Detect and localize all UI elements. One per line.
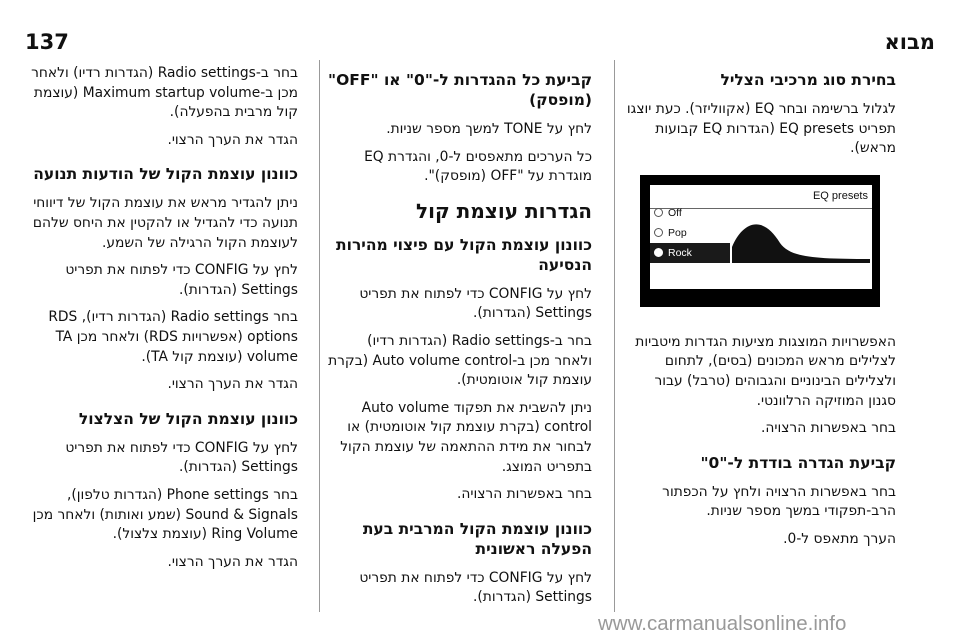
heading-zero: קביעת הגדרה בודדת ל-"0" [700,453,896,472]
column-left [30,64,298,580]
paragraph: לגלול ברשימה ובחר EQ (אקווליזר). כעת יוצגו תפריט EQ presets (הגדרות EQ קבועות מראש). [626,101,896,157]
radio-icon [654,228,663,237]
paragraph: ניתן להשבית את תפקוד Auto volume control (בקרת עוצמת קול אוטומטית) או לבחור את מידת ההתאמה של עוצמת הקול בתפריט המוצג. [340,399,592,475]
page-header [25,28,935,56]
eq-presets-screen [640,175,880,307]
preset-option-pop[interactable] [650,223,730,243]
paragraph: בחר Radio settings (הגדרות רדיו), RDS options (אפשרויות RDS) ולאחר מכן TA volume (עוצמת קול TA). [48,309,298,365]
column-divider [319,60,320,612]
paragraph: כל הערכים מתאפסים ל-0, והגדרת EQ מוגדרת על "OFF (מופסק)". [364,148,592,185]
paragraph: לחץ על TONE למשך מספר שניות. [386,121,592,137]
paragraph: לחץ על CONFIG כדי לפתוח את תפריט Settings (הגדרות). [359,285,592,322]
paragraph: לחץ על CONFIG כדי לפתוח את תפריט Settings (הגדרות). [65,262,298,298]
preset-option-rock[interactable] [650,243,730,263]
heading-auto-volume: כוונון עוצמת הקול עם פיצוי מהירות הנסיעה [336,235,592,274]
paragraph: הגדר את הערך הרצוי. [167,376,298,393]
screen-display [650,185,872,289]
page-title: מבוא [884,30,935,54]
paragraph: בחר Phone settings (הגדרות טלפון), Sound & Signals (שמע ואותות) ולאחר מכן Ring Volume (עוצמת צלצול). [32,486,298,543]
paragraph: הגדר את הערך הרצוי. [167,131,298,148]
screen-title: EQ presets [650,185,872,210]
heading-off: קביעת כל ההגדרות ל-"0" או "OFF" (מופסק) [328,71,592,109]
paragraph: בחר באפשרות הרצויה. [457,486,592,503]
paragraph: לחץ על CONFIG כדי לפתוח את תפריט Settings (הגדרות). [359,569,592,606]
heading-ring: כוונון עוצמת הקול של הצלצול [78,409,298,428]
eq-curve-graphic [732,203,870,263]
heading-volume: הגדרות עוצמת קול [416,198,592,223]
heading-max-startup: כוונון עוצמת הקול המרבית בעת הפעלה ראשונית [362,519,592,558]
preset-label: Off [668,206,682,219]
paragraph: בחר באפשרות הרצויה ולחץ על הכפתור הרב-תפקודי במשך מספר שניות. [662,483,896,520]
watermark: www.carmanualsonline.info [598,612,847,635]
radio-icon [654,208,663,217]
paragraph: בחר ב-Radio settings (הגדרות רדיו) ולאחר מכן ב-Auto volume control (בקרת עוצמת קול אוטומטית). [328,332,592,389]
paragraph: בחר ב-Radio settings (הגדרות רדיו) ולאחר מכן ב-Maximum startup volume (עוצמת קול מרבית בהפעלה). [31,65,298,121]
preset-option-off[interactable] [650,203,730,223]
preset-label: Rock [668,246,692,259]
page-number: 137 [25,30,69,54]
paragraph: בחר באפשרות הרצויה. [761,420,896,437]
paragraph: הערך מתאפס ל-0. [783,530,896,547]
paragraph: ניתן להגדיר מראש את עוצמת הקול של דיווחי תנועה כדי להגדיל או להקטין את היחס שלהם לעוצמת הקול הרגילה של השמע. [32,195,298,251]
preset-label: Pop [668,226,687,239]
column-right [624,64,896,558]
paragraph: לחץ על CONFIG כדי לפתוח את תפריט Settings (הגדרות). [65,439,298,476]
column-middle [328,64,592,616]
column-divider [614,60,615,612]
paragraph: הגדר את הערך הרצוי. [167,553,298,570]
heading-traffic: כוונון עוצמת הקול של הודעות תנועה [33,165,298,184]
paragraph: האפשרויות המוצגות מציעות הגדרות מיטביות לצלילים מראש המכונים (בסים), לתחום ולצלילים הבינוניים והגבוהים (טרבל) עבור סגנון המוזיקה הרלוונטי. [635,333,896,409]
heading-eq: בחירת סוג מרכיבי הצליל [720,71,896,89]
radio-selected-icon [654,248,663,257]
preset-list [650,203,730,263]
